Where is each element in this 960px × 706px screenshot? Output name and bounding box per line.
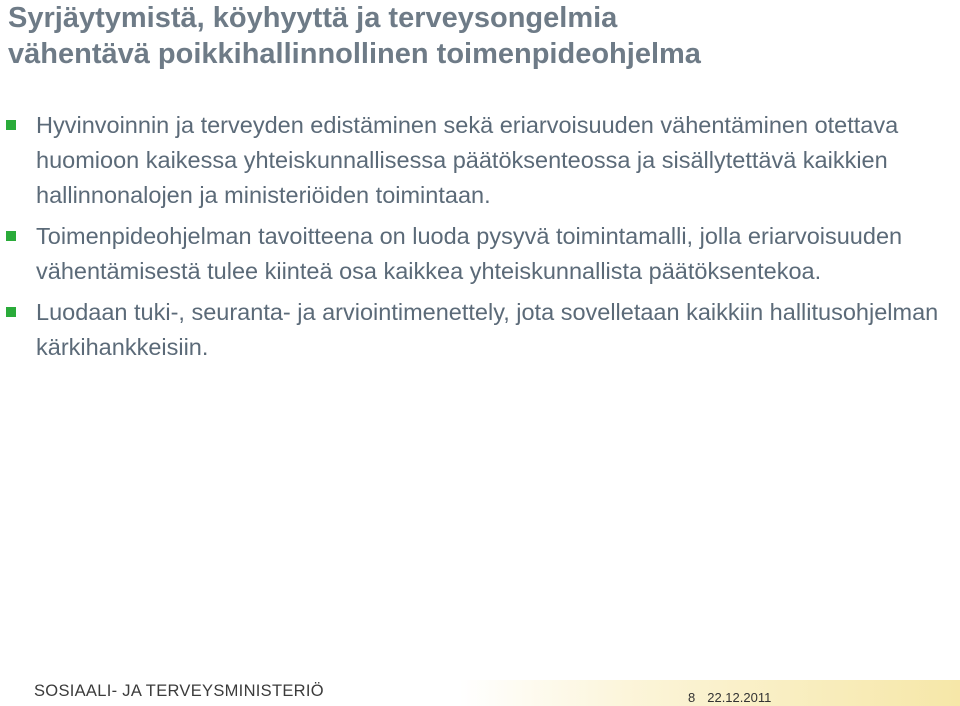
slide-title xyxy=(8,0,948,72)
square-bullet-icon xyxy=(6,120,16,130)
bullet-list xyxy=(0,108,960,371)
bullet-text: Toimenpideohjelman tavoitteena on luoda pysyvä toimintamalli, jolla eriarvoisuuden vähentämisestä tulee kiinteä osa kaikkea yhteiskunnallista päätöksentekoa. xyxy=(36,223,903,284)
bullet-item xyxy=(0,295,960,365)
ministry-logo: SOSIAALI- JA TERVEYSMINISTERIÖ xyxy=(34,682,324,700)
slide-title-line-2: vähentävä poikkihallinnollinen toimenpideohjelma xyxy=(8,38,701,70)
bullet-item xyxy=(0,108,960,213)
footer-meta xyxy=(688,690,771,706)
square-bullet-icon xyxy=(6,307,16,317)
slide-date: 22.12.2011 xyxy=(707,690,772,705)
bullet-item xyxy=(0,219,960,289)
slide-title-line-1: Syrjäytymistä, köyhyyttä ja terveysongelmia xyxy=(8,2,618,34)
square-bullet-icon xyxy=(6,231,16,241)
page-number: 8 xyxy=(688,690,696,705)
bullet-text: Luodaan tuki-, seuranta- ja arviointimenettely, jota sovelletaan kaikkiin hallitusohjelman kärkihankkeisiin. xyxy=(36,299,939,360)
bullet-text: Hyvinvoinnin ja terveyden edistäminen sekä eriarvoisuuden vähentäminen otettava huomioon kaikessa yhteiskunnallisessa päätöksenteossa ja sisällytettävä kaikkien hallinnonalojen ja ministeriöiden toimintaan. xyxy=(36,112,899,208)
